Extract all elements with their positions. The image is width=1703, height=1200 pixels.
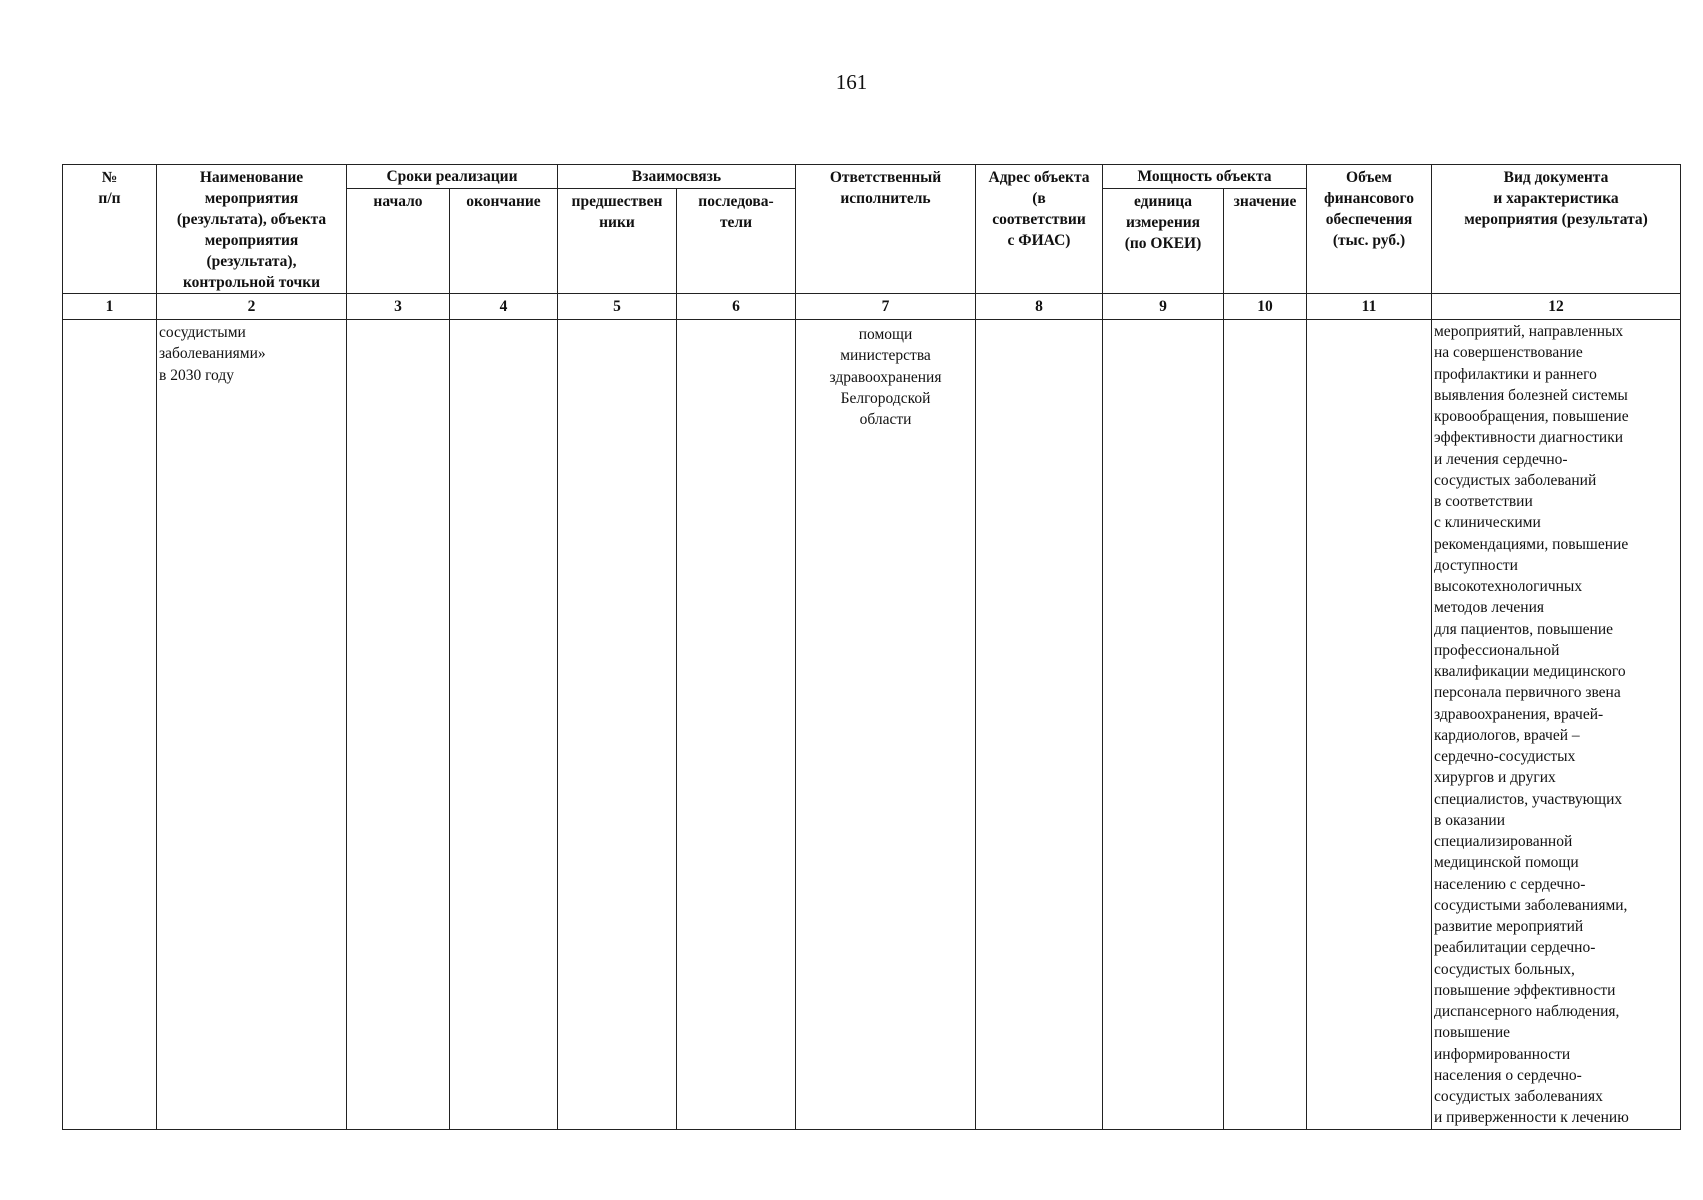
doc-text-line: и лечения сердечно- <box>1434 450 1568 468</box>
doc-text-line: профилактики и раннего <box>1434 365 1597 383</box>
doc-text-line: в оказании <box>1434 811 1506 829</box>
doc-text-line: мероприятий, направленных <box>1434 323 1624 340</box>
doc-text-line: эффективности диагностики <box>1434 429 1624 447</box>
column-number: 2 <box>157 294 347 320</box>
responsible-text-line: области <box>859 411 912 428</box>
header-value: значение <box>1224 189 1307 294</box>
activity-table <box>62 164 1681 1130</box>
doc-text-line: реабилитации сердечно- <box>1434 939 1596 957</box>
header-relation: Взаимосвязь <box>558 165 796 189</box>
cell-successors <box>677 320 796 1130</box>
responsible-text-line: министерства <box>840 347 931 365</box>
column-number: 1 <box>63 294 157 320</box>
doc-text-line: диспансерного наблюдения, <box>1434 1003 1620 1020</box>
doc-text-line: методов лечения <box>1434 599 1545 617</box>
cell-end <box>450 320 558 1130</box>
doc-text-line: сосудистых заболеваний <box>1434 471 1597 489</box>
page-number: 161 <box>835 70 868 94</box>
cell-no <box>63 320 157 1130</box>
cell-unit <box>1103 320 1224 1130</box>
doc-text-line: кардиологов, врачей – <box>1434 726 1580 744</box>
doc-text-line: сердечно-сосудистых <box>1434 748 1576 765</box>
cell-responsible <box>796 320 976 1130</box>
doc-text-line: на совершенствование <box>1434 344 1583 362</box>
doc-text-line: выявления болезней системы <box>1434 386 1628 404</box>
column-number: 3 <box>347 294 450 320</box>
header-name: Наименование мероприятия (результата), объекта мероприятия (результата), контрольной точки <box>157 165 347 294</box>
doc-text-line: персонала первичного звена <box>1434 684 1621 702</box>
header-capacity: Мощность объекта <box>1103 165 1307 189</box>
doc-text-line: населению с сердечно- <box>1434 875 1586 893</box>
header-deadlines: Сроки реализации <box>347 165 558 189</box>
column-number: 12 <box>1432 294 1681 320</box>
doc-text-line: повышение эффективности <box>1434 981 1616 999</box>
doc-text-line: специализированной <box>1434 833 1573 850</box>
column-number: 10 <box>1224 294 1307 320</box>
cell-value <box>1224 320 1307 1130</box>
responsible-text-line: помощи <box>858 326 913 343</box>
doc-text-line: профессиональной <box>1434 641 1560 659</box>
cell-start <box>347 320 450 1130</box>
doc-text-line: медицинской помощи <box>1434 854 1579 872</box>
name-text-line: заболеваниями» <box>159 345 266 363</box>
cell-predecessors <box>558 320 677 1130</box>
doc-text-line: сосудистых заболеваниях <box>1434 1088 1603 1105</box>
doc-text-line: доступности <box>1434 556 1518 574</box>
doc-text-line: рекомендациями, повышение <box>1434 535 1629 553</box>
header-unit: единица измерения (по ОКЕИ) <box>1103 189 1224 294</box>
column-number: 7 <box>796 294 976 320</box>
column-number: 9 <box>1103 294 1224 320</box>
doc-text-line: специалистов, участвующих <box>1434 790 1623 808</box>
doc-text-line: высокотехнологичных <box>1434 578 1583 595</box>
doc-text-line: кровообращения, повышение <box>1434 408 1629 425</box>
doc-text-line: сосудистых больных, <box>1434 960 1575 978</box>
column-number: 11 <box>1307 294 1432 320</box>
header-funding: Объем финансового обеспечения (тыс. руб.) <box>1307 165 1432 294</box>
header-responsible: Ответственный исполнитель <box>796 165 976 294</box>
name-text-line: в 2030 году <box>159 366 234 384</box>
doc-text-line: здравоохранения, врачей- <box>1434 705 1604 723</box>
table-row <box>63 320 1681 1130</box>
doc-text-line: квалификации медицинского <box>1434 663 1626 680</box>
responsible-text-line: Белгородской <box>840 389 931 407</box>
column-number: 8 <box>976 294 1103 320</box>
header-doc-type: Вид документа и характеристика мероприятия (результата) <box>1432 165 1681 294</box>
name-text-line: сосудистыми <box>159 324 246 341</box>
header-start: начало <box>347 189 450 294</box>
header-predecessors: предшествен ники <box>558 189 677 294</box>
doc-text-line: повышение <box>1434 1024 1511 1042</box>
header-address: Адрес объекта (в соответствии с ФИАС) <box>976 165 1103 294</box>
cell-address <box>976 320 1103 1130</box>
doc-text-line: с клиническими <box>1434 514 1541 532</box>
doc-text-line: и приверженности к лечению <box>1434 1109 1629 1127</box>
cell-name <box>157 320 347 1130</box>
header-end: окончание <box>450 189 558 294</box>
column-number: 5 <box>558 294 677 320</box>
doc-text-line: в соответствии <box>1434 493 1533 510</box>
cell-funding <box>1307 320 1432 1130</box>
doc-text-line: развитие мероприятий <box>1434 918 1584 935</box>
doc-text-line: сосудистыми заболеваниями, <box>1434 896 1628 914</box>
doc-text-line: информированности <box>1434 1045 1571 1063</box>
header-no: № п/п <box>63 165 157 294</box>
doc-text-line: для пациентов, повышение <box>1434 620 1614 638</box>
column-number: 4 <box>450 294 558 320</box>
doc-text-line: хирургов и других <box>1434 769 1556 787</box>
cell-doc-type <box>1432 320 1681 1130</box>
column-number: 6 <box>677 294 796 320</box>
header-successors: последова- тели <box>677 189 796 294</box>
responsible-text-line: здравоохранения <box>829 368 942 386</box>
doc-text-line: населения о сердечно- <box>1434 1066 1582 1084</box>
